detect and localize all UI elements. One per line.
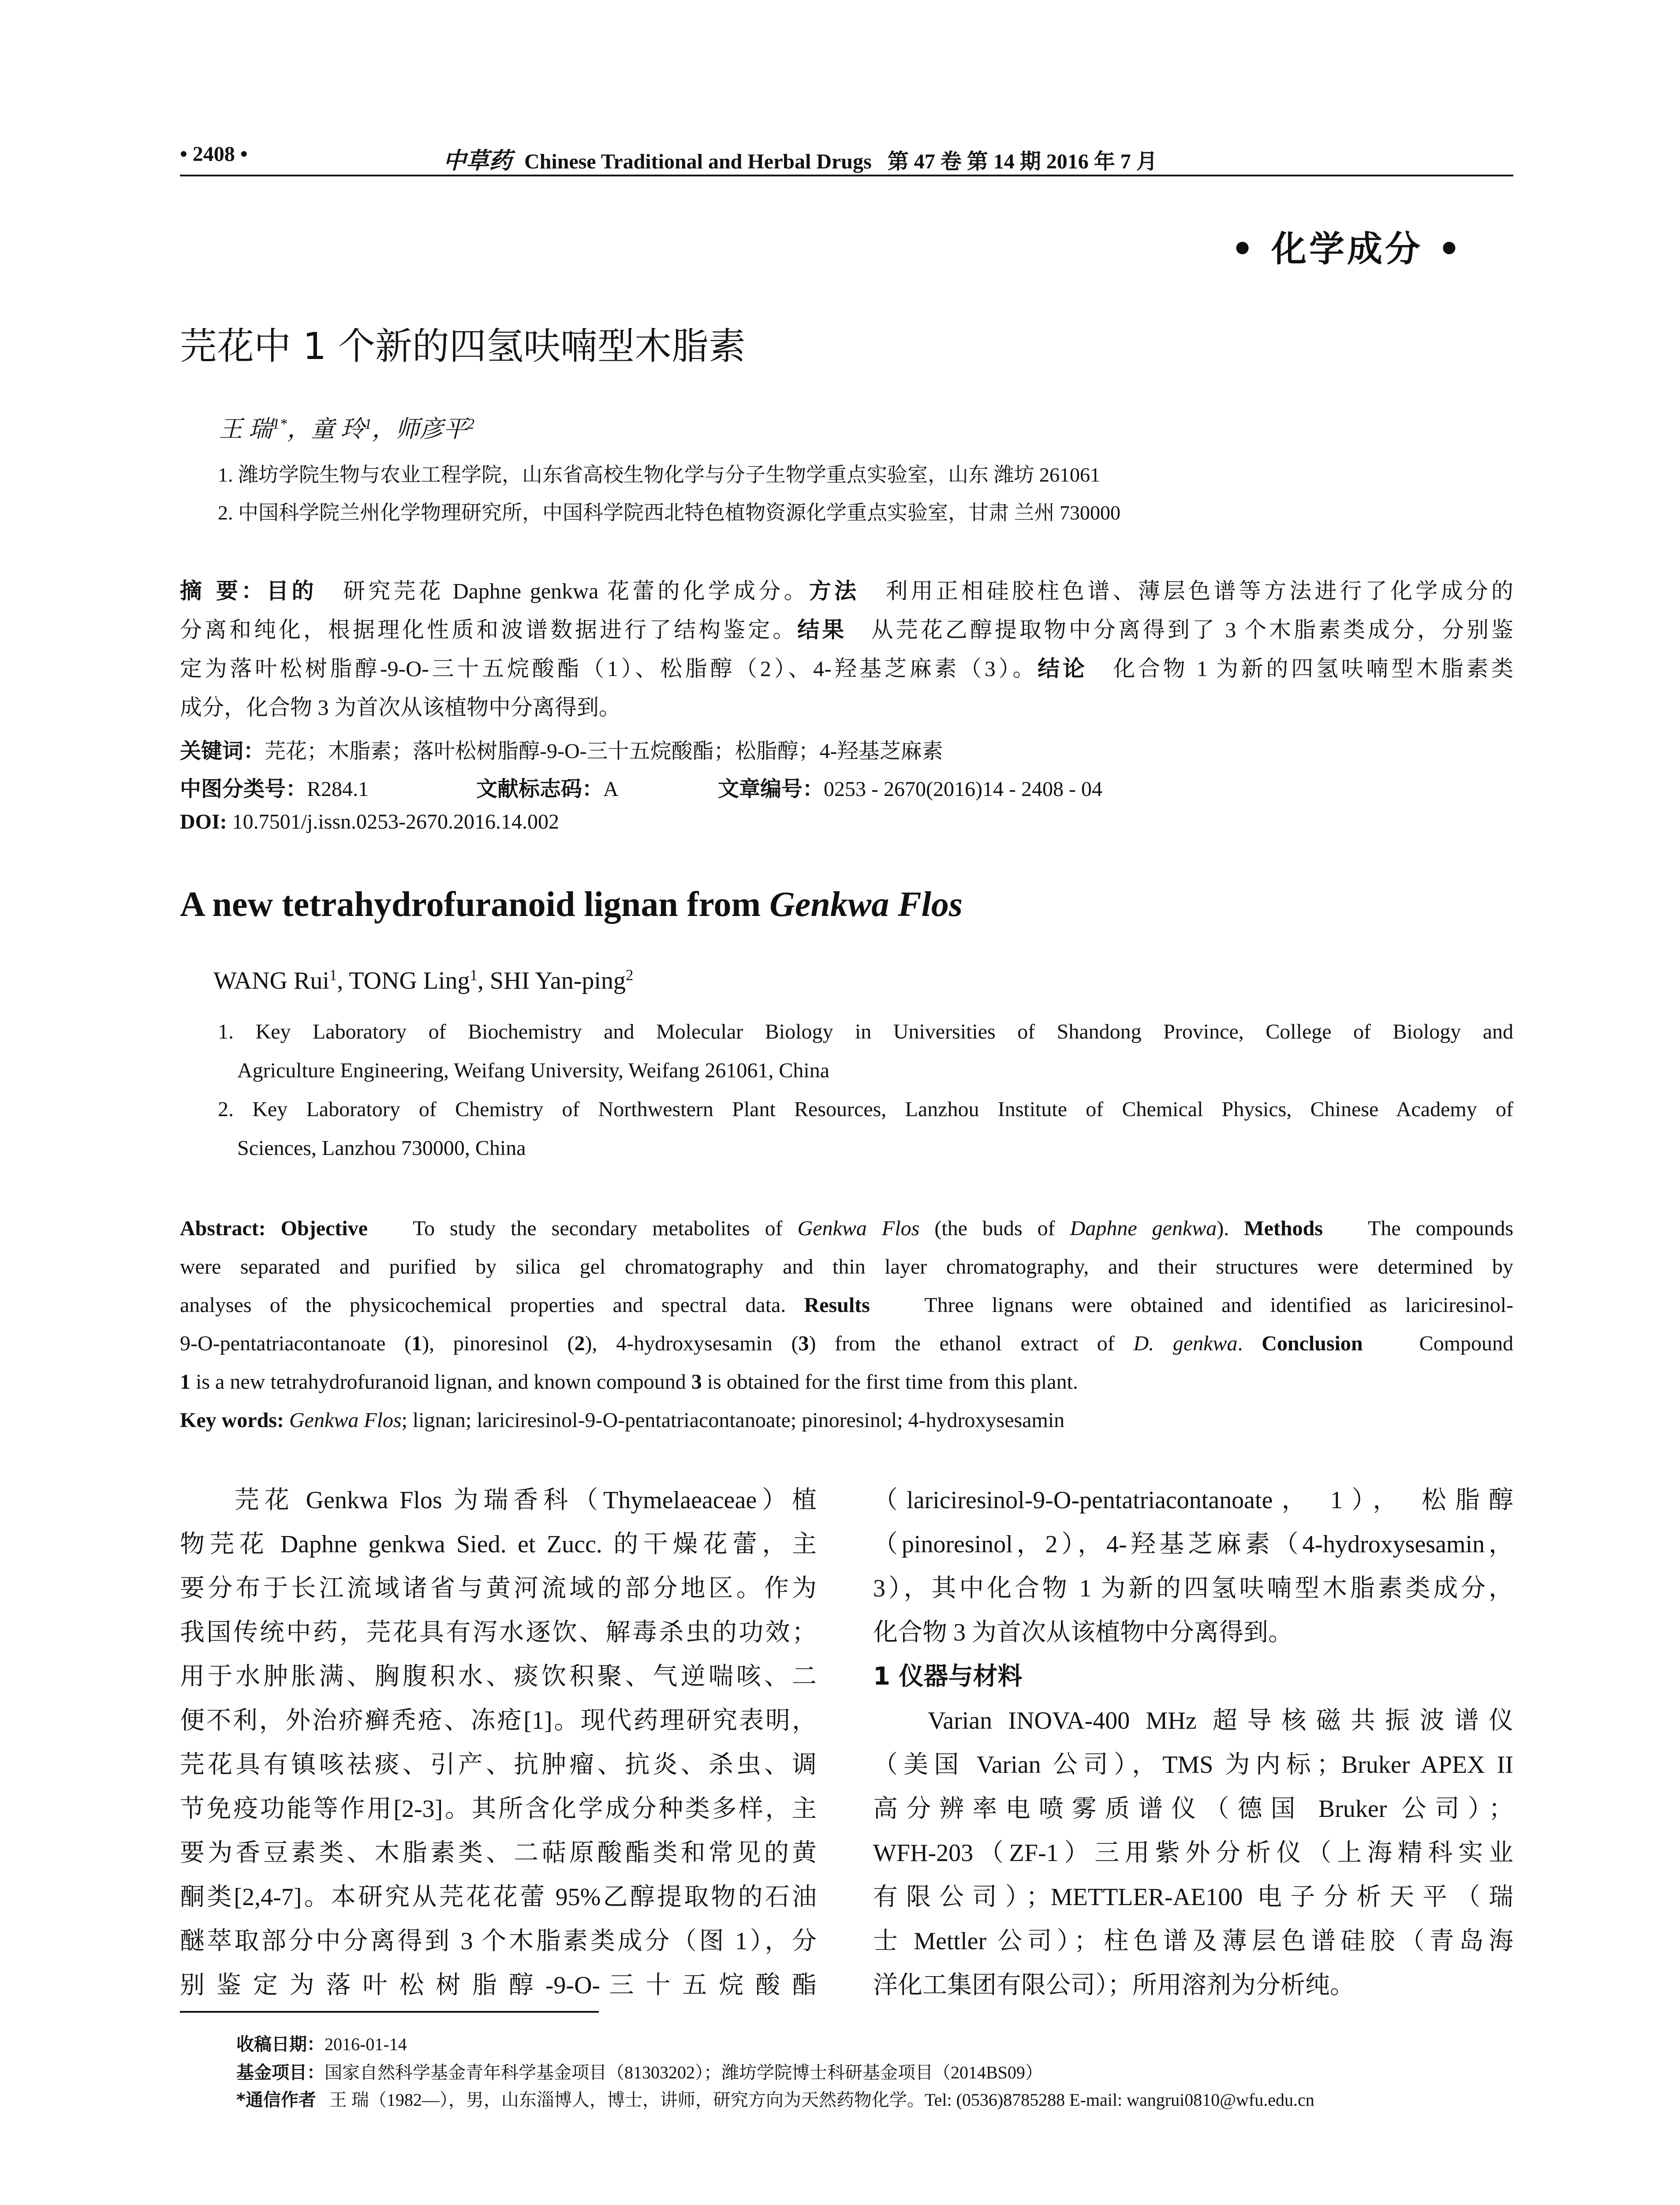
keywords-label: 关键词： — [180, 739, 265, 763]
received-label: 收稿日期： — [236, 2034, 325, 2055]
abstract-cn-line — [180, 649, 1513, 688]
body-line: 3），其中化合物 1 为新的四氢呋喃型木脂素类成分， — [873, 1575, 1513, 1602]
body-line: WFH-203（ZF-1）三用紫外分析仪（上海精科实业 — [873, 1839, 1513, 1867]
abstract-en-italic: D. genkwa — [1133, 1332, 1238, 1355]
corresponding-label: *通信作者 — [236, 2090, 316, 2110]
doc-code — [476, 772, 619, 802]
body-line: 有限公司）；METTLER-AE100 电子分析天平（瑞 — [873, 1884, 1513, 1911]
affiliation-en-2: 2. Key Laboratory of Chemistry of Northwestern Plant Resources, Lanzhou Institute of Chemical Physics, Chinese Academy of — [218, 1098, 1513, 1121]
abstract-text: 成分，化合物 3 为首次从该植物中分离得到。 — [180, 695, 621, 720]
body-line: 用于水肿胀满、胸腹积水、痰饮积聚、气逆喘咳、二 — [180, 1663, 817, 1690]
footnote-received — [236, 2030, 407, 2056]
title-cn: 芫花中 1 个新的四氢呋喃型木脂素 — [180, 325, 746, 368]
running-header — [443, 142, 1157, 175]
body-line: 洋化工集团有限公司）；所用溶剂为分析纯。 — [873, 1972, 1355, 1999]
keywords-en-label: Key words: — [180, 1409, 284, 1432]
body-line: 高分辨率电喷雾质谱仪（德国 Bruker 公司）； — [873, 1795, 1513, 1823]
affiliation-cn-1: 1. 潍坊学院生物与农业工程学院，山东省高校生物化学与分子生物学重点实验室，山东 潍坊 261061 — [218, 463, 1100, 486]
authors-cn — [219, 410, 474, 444]
abstract-en-text: To study the secondary metabolites of — [412, 1217, 798, 1240]
fund-label: 基金项目： — [236, 2063, 325, 2083]
author-3: 师彦平 — [396, 416, 467, 442]
keywords-en-text: ; lignan; lariciresinol-9-O-pentatriacontanoate; pinoresinol; 4-hydroxysesamin — [401, 1409, 1065, 1432]
abstract-en-text: Compound — [1419, 1332, 1514, 1355]
abstract-cn-line — [180, 572, 1513, 610]
body-line: Varian INOVA-400 MHz 超导核磁共振波谱仪 — [928, 1707, 1513, 1734]
author-en-1: WANG Rui — [213, 967, 329, 994]
doi — [180, 810, 559, 834]
journal-name-en: Chinese Traditional and Herbal Drugs — [524, 150, 872, 173]
abstract-en-line — [180, 1324, 1513, 1363]
compound-number: 1 — [411, 1332, 422, 1355]
fund-text: 国家自然科学基金青年科学基金项目（81303202）；潍坊学院博士科研基金项目（2014BS09） — [325, 2063, 1043, 2082]
affiliation-cn-2: 2. 中国科学院兰州化学物理研究所，中国科学院西北特色植物资源化学重点实验室，甘肃 兰州 730000 — [218, 501, 1120, 524]
received-date: 2016-01-14 — [325, 2034, 407, 2054]
abstract-text: 定为落叶松树脂醇-9-O-三十五烷酸酯（1）、松脂醇（2）、4-羟基芝麻素（3）。 — [180, 656, 1038, 681]
abstract-text: 从芫花乙醇提取物中分离得到了 3 个木脂素类成分，分别鉴 — [871, 617, 1514, 642]
separator: ， — [372, 416, 396, 442]
author-3-sup: 2 — [467, 416, 474, 432]
abstract-cn-line — [180, 610, 1513, 649]
issue-info: 第 47 卷 第 14 期 2016 年 7 月 — [887, 150, 1157, 173]
abstract-en-text: is obtained for the first time from this plant. — [702, 1370, 1078, 1394]
abstract-text: 化合物 1 为新的四氢呋喃型木脂素类 — [1113, 656, 1514, 681]
body-line: 便不利，外治疥癣秃疮、冻疮[1]。现代药理研究表明， — [180, 1707, 817, 1734]
abstract-en-text: (the buds of — [919, 1217, 1070, 1240]
methods-en-label: Methods — [1244, 1217, 1323, 1240]
abstract-en-line — [180, 1209, 1513, 1248]
abstract-text: 利用正相硅胶柱色谱、薄层色谱等方法进行了化学成分的 — [885, 579, 1514, 603]
body-line: 要为香豆素类、木脂素类、二萜原酸酯类和常见的黄 — [180, 1839, 817, 1867]
author-1-sup: 1* — [272, 416, 287, 432]
abstract-en-text: ), pinoresinol ( — [422, 1332, 575, 1355]
abstract-en-text: analyses of the physicochemical properties and spectral data. — [180, 1293, 804, 1317]
body-line: 醚萃取部分中分离得到 3 个木脂素类成分（图 1），分 — [180, 1928, 817, 1955]
author-1: 王 瑞 — [219, 416, 273, 442]
affiliation-en-1-cont: Agriculture Engineering, Weifang University, Weifang 261061, China — [237, 1059, 830, 1082]
authors-en: WANG Rui$^1$, TONG Ling$^1$, SHI Yan-ping$^2$ — [213, 966, 634, 994]
affiliation-en-1: 1. Key Laboratory of Biochemistry and Molecular Biology in Universities of Shandong Province, College of Biology and — [218, 1020, 1513, 1043]
body-line: （pinoresinol，2），4-羟基芝麻素（4-hydroxysesamin， — [873, 1531, 1513, 1558]
keywords-en — [180, 1401, 1513, 1439]
author-en-3-sup: 2 — [625, 966, 634, 984]
doc-value: A — [603, 777, 619, 801]
affiliation-en-2-cont: Sciences, Lanzhou 730000, China — [237, 1136, 526, 1160]
author-en-2: TONG Ling — [349, 967, 470, 994]
title-en-text: A new tetrahydrofuranoid lignan from — [180, 885, 770, 924]
abstract-en-text: ). — [1217, 1217, 1244, 1240]
author-en-1-sup: 1 — [329, 966, 337, 984]
abstract-en-text: 9-O-pentatriacontanoate ( — [180, 1332, 412, 1355]
footnote-rule — [180, 2011, 599, 2013]
author-2-sup: 1 — [364, 416, 372, 432]
results-label: 结果 — [797, 617, 847, 643]
abstract-en-text: ), 4-hydroxysesamin ( — [585, 1332, 799, 1355]
abstract-en-italic: Daphne genkwa — [1070, 1217, 1217, 1240]
page-number: • 2408 • — [180, 142, 248, 166]
abstract-en-line — [180, 1286, 1513, 1324]
header-rule — [180, 175, 1513, 176]
keyword-italic: Genkwa Flos — [289, 1409, 402, 1432]
body-line: （美国 Varian 公司），TMS 为内标；Bruker APEX II — [873, 1751, 1513, 1779]
abstract-text: 研究芫花 Daphne genkwa 花蕾的化学成分。 — [343, 579, 809, 603]
methods-label: 方法 — [809, 578, 860, 604]
abstract-en-line: were separated and purified by silica gel chromatography and thin layer chromatography, and their structures were determined by — [180, 1255, 1513, 1278]
journal-name-cn: 中草药 — [443, 149, 512, 174]
compound-number: 3 — [798, 1332, 809, 1355]
article-value: 0253 - 2670(2016)14 - 2408 - 04 — [824, 777, 1102, 801]
body-line: （lariciresinol-9-O-pentatriacontanoate， 1）， 松脂醇 — [873, 1487, 1513, 1514]
title-en-italic: Genkwa Flos — [769, 885, 963, 924]
abstract-cn-line — [180, 688, 1513, 727]
abstract-en-text: ) from the ethanol extract of — [809, 1332, 1134, 1355]
section-label: • 化学成分 • — [1231, 228, 1463, 269]
objective-label: 目的 — [266, 578, 317, 604]
compound-number: 3 — [691, 1370, 702, 1394]
conclusion-en-label: Conclusion — [1262, 1332, 1363, 1355]
keywords-text: 芫花；木脂素；落叶松树脂醇-9-O-三十五烷酸酯；松脂醇；4-羟基芝麻素 — [265, 740, 943, 763]
article-label: 文章编号： — [718, 777, 824, 801]
abstract-text: 分离和纯化，根据理化性质和波谱数据进行了结构鉴定。 — [180, 617, 798, 642]
doi-label: DOI: — [180, 810, 227, 833]
compound-number: 2 — [574, 1332, 585, 1355]
body-line: 我国传统中药，芫花具有泻水逐饮、解毒杀虫的功效； — [180, 1619, 817, 1646]
body-line: 别 鉴 定 为 落 叶 松 树 脂 醇 -9-O- 三 十 五 烷 酸 酯 — [180, 1972, 817, 1999]
author-en-2-sup: 1 — [470, 966, 478, 984]
compound-number: 1 — [180, 1370, 190, 1394]
abstract-en-text: is a new tetrahydrofuranoid lignan, and known compound — [190, 1370, 691, 1394]
abstract-en-italic: Genkwa Flos — [797, 1217, 920, 1240]
abstract-en-label: Abstract: Objective — [180, 1217, 368, 1240]
separator: ， — [287, 416, 311, 442]
abstract-en-text: The compounds — [1368, 1217, 1514, 1240]
body-line: 芫花具有镇咳祛痰、引产、抗肿瘤、抗炎、杀虫、调 — [180, 1751, 817, 1779]
classification-line — [180, 772, 369, 802]
results-en-label: Results — [804, 1293, 870, 1317]
doc-label: 文献标志码： — [476, 777, 604, 801]
abstract-en-text: Three lignans were obtained and identified as lariciresinol- — [924, 1293, 1514, 1317]
corresponding-text: 王 瑞（1982—），男，山东淄博人，博士，讲师，研究方向为天然药物化学。Tel: (0536)8785288 E-mail: wangrui0810@wfu.edu.cn — [329, 2090, 1314, 2110]
conclusion-label: 结论 — [1038, 656, 1088, 681]
article-number — [718, 772, 1102, 802]
author-2: 童 玲 — [310, 416, 365, 442]
clc-label: 中图分类号： — [180, 777, 307, 801]
doi-link[interactable]: 10.7501/j.issn.0253-2670.2016.14.002 — [232, 810, 560, 833]
footnote-corresponding — [236, 2086, 1314, 2111]
body-line: 士 Mettler 公司）；柱色谱及薄层色谱硅胶（青岛海 — [873, 1928, 1513, 1955]
title-en — [180, 885, 963, 925]
abstract-label: 摘 要： — [180, 578, 267, 604]
section-heading: 1 仪器与材料 — [873, 1662, 1023, 1691]
footnote-fund — [236, 2059, 1043, 2084]
abstract-en-line — [180, 1363, 1513, 1401]
keywords-cn — [180, 734, 943, 764]
body-line: 物芫花 Daphne genkwa Sied. et Zucc. 的干燥花蕾，主 — [180, 1531, 817, 1558]
clc-value: R284.1 — [307, 777, 369, 801]
body-line: 节免疫功能等作用[2-3]。其所含化学成分种类多样，主 — [180, 1795, 817, 1823]
body-line: 芫花 Genkwa Flos 为瑞香科（Thymelaeaceae）植 — [235, 1487, 817, 1514]
body-line: 酮类[2,4-7]。本研究从芫花花蕾 95%乙醇提取物的石油 — [180, 1884, 817, 1911]
body-line: 化合物 3 为首次从该植物中分离得到。 — [873, 1619, 1293, 1646]
abstract-en-text: . — [1237, 1332, 1262, 1355]
author-en-3: SHI Yan-ping — [489, 967, 626, 994]
body-line: 要分布于长江流域诸省与黄河流域的部分地区。作为 — [180, 1575, 817, 1602]
